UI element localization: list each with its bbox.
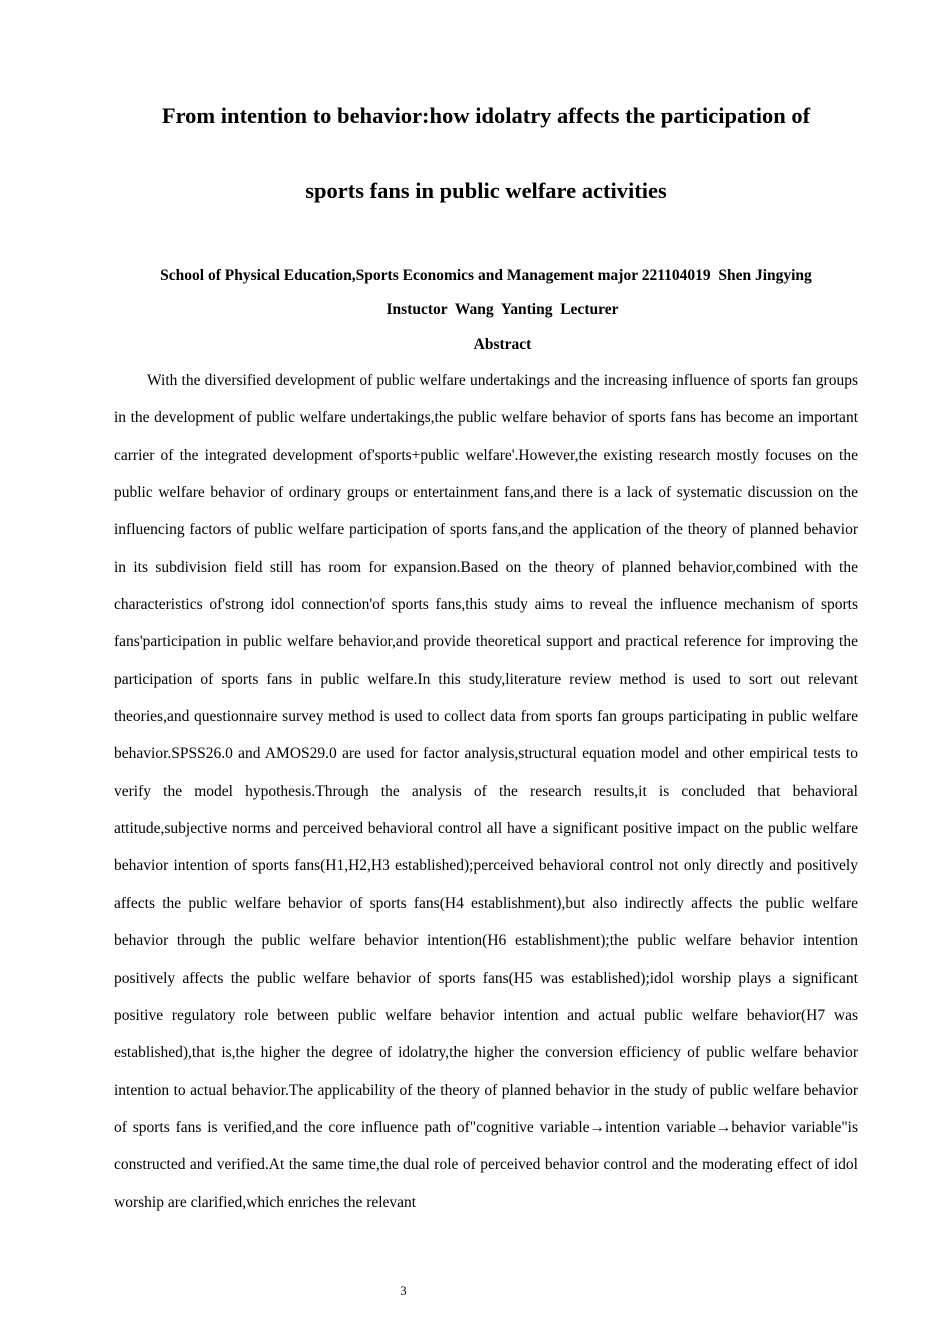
paper-title-line-2: sports fans in public welfare activities <box>305 178 667 203</box>
page-number: 3 <box>400 1284 407 1298</box>
paper-title-line-1: From intention to behavior:how idolatry affects the participation of <box>161 103 811 128</box>
abstract-heading: Abstract <box>473 336 532 353</box>
abstract-body: With the diversified development of public welfare undertakings and the increasing influence of sports fan groups in the development of public welfare undertakings,the public welfare behavior of sports fans has become an important carrier of the integrated development of'sports+public welfare'.However,the existing research mostly focuses on the public welfare behavior of ordinary groups or entertainment fans,and there is a lack of systematic discussion on the influencing factors of public welfare participation of sports fans,and the application of the theory of planned behavior in its subdivision field still has room for expansion.Based on the theory of planned behavior,combined with the characteristics of'strong idol connection'of sports fans,this study aims to reveal the influence mechanism of sports fans'participation in public welfare behavior,and provide theoretical support and practical reference for improving the participation of sports fans in public welfare.In this study,literature review method is used to sort out relevant theories,and questionnaire survey method is used to collect data from sports fan groups participating in public welfare behavior.SPSS26.0 and AMOS29.0 are used for factor analysis,structural equation model and other empirical tests to verify the model hypothesis.Through the analysis of the research results,it is concluded that behavioral attitude,subjective norms and perceived behavioral control all have a significant positive impact on the public welfare behavior intention of sports fans(H1,H2,H3 established);perceived behavioral control not only directly and positively affects the public welfare behavior of sports fans(H4 establishment),but also indirectly affects the public welfare behavior through the public welfare behavior intention(H6 establishment);the public welfare behavior intention positively affects the public welfare behavior of sports fans(H5 was established);idol worship plays a significant positive regulatory role between public welfare behavior intention and actual public welfare behavior(H7 was established),that is,the higher the degree of idolatry,the higher the conversion efficiency of public welfare behavior intention to actual behavior.The applicability of the theory of planned behavior in the study of public welfare behavior of sports fans is verified,and the core influence path of"cognitive variable→intention variable→behavior variable"is constructed and verified.At the same time,the dual role of perceived behavior control and the moderating effect of idol worship are clarified,which enriches the relevant <box>114 372 858 1211</box>
author-affiliation: School of Physical Education,Sports Economics and Management major 221104019 Shen Jingying <box>160 267 812 284</box>
instructor-line: Instuctor Wang Yanting Lecturer <box>386 301 619 318</box>
